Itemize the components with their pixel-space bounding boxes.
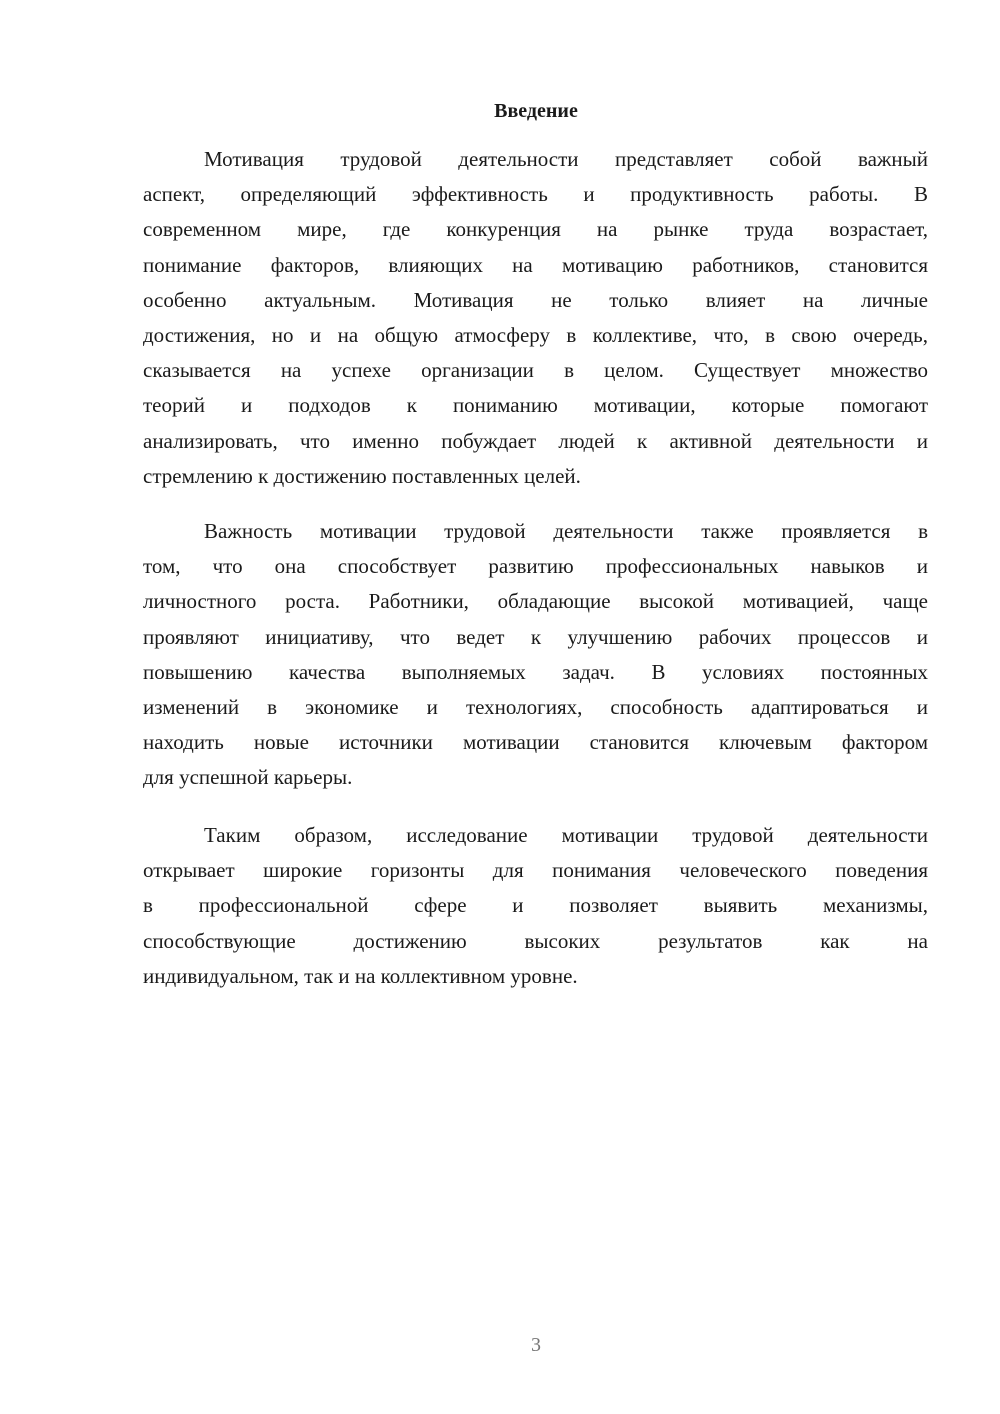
- text-line: стремлению к достижению поставленных целей.: [143, 463, 581, 488]
- text-line: в профессиональной сфере и позволяет выявить механизмы,: [143, 893, 928, 918]
- text-line: проявляют инициативу, что ведет к улучшению рабочих процессов и: [143, 624, 928, 649]
- text-line: повышению качества выполняемых задач. В условиях постоянных: [143, 659, 928, 684]
- text-line: достижения, но и на общую атмосферу в коллективе, что, в свою очередь,: [143, 322, 928, 347]
- page-number: 3: [531, 1334, 541, 1356]
- text-line: находить новые источники мотивации становится ключевым фактором: [143, 730, 928, 755]
- section-title: Введение: [494, 100, 578, 122]
- text-line: понимание факторов, влияющих на мотивацию работников, становится: [143, 252, 928, 277]
- text-line: анализировать, что именно побуждает людей к активной деятельности и: [143, 428, 928, 453]
- text-line: индивидуальном, так и на коллективном уровне.: [143, 963, 578, 988]
- text-line: Важность мотивации трудовой деятельности также проявляется в: [204, 519, 928, 543]
- text-line: способствующие достижению высоких результатов как на: [143, 928, 928, 953]
- text-line: особенно актуальным. Мотивация не только влияет на личные: [143, 287, 928, 312]
- paragraph-2: [143, 514, 928, 796]
- text-line: сказывается на успехе организации в целом. Существует множество: [143, 358, 928, 383]
- text-line: том, что она способствует развитию профессиональных навыков и: [143, 554, 928, 579]
- text-line: для успешной карьеры.: [143, 765, 353, 790]
- text-line: открывает широкие горизонты для понимания человеческого поведения: [143, 858, 928, 883]
- text-line: современном мире, где конкуренция на рынке труда возрастает,: [143, 217, 928, 242]
- text-line: Таким образом, исследование мотивации трудовой деятельности: [204, 823, 928, 847]
- paragraph-1: [143, 142, 928, 494]
- text-line: теорий и подходов к пониманию мотивации, которые помогают: [143, 393, 928, 418]
- text-line: изменений в экономике и технологиях, способность адаптироваться и: [143, 694, 928, 719]
- text-line: аспект, определяющий эффективность и продуктивность работы. В: [143, 182, 928, 207]
- text-line: личностного роста. Работники, обладающие высокой мотивацией, чаще: [143, 589, 928, 614]
- text-line: Мотивация трудовой деятельности представляет собой важный: [204, 147, 928, 171]
- paragraph-3: [143, 818, 928, 994]
